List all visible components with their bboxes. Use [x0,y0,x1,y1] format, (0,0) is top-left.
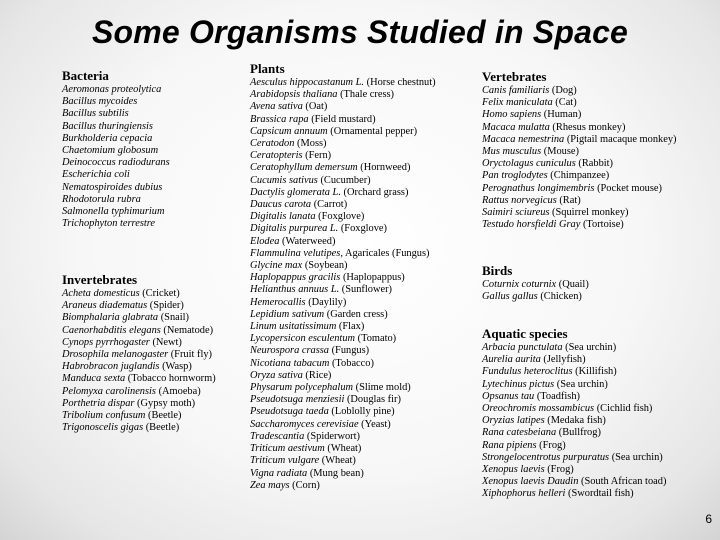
organism-entry [250,321,436,333]
organism-entry [482,279,589,291]
common-name: (Foxglove) [338,223,388,235]
scientific-name: Xiphophorus helleri [482,488,566,500]
common-name: (Wheat) [319,455,356,467]
plants-list [250,77,436,492]
organism-entry [482,134,677,146]
organism-entry [250,370,436,382]
scientific-name: Elodea [250,235,280,247]
scientific-name: Nematospiroides dubius [62,181,163,193]
common-name: (Field mustard) [308,113,376,125]
common-name: (Newt) [149,336,182,348]
common-name: (Tobacco hornworm) [125,373,216,385]
organism-entry [62,373,216,385]
organism-entry [250,187,436,199]
organism-entry [250,138,436,150]
organism-entry [62,182,170,194]
organism-entry [62,312,216,324]
scientific-name: Pan troglodytes [482,170,548,182]
organism-entry [250,199,436,211]
scientific-name: Trichophyton terrestre [62,218,156,230]
common-name: (South African toad) [578,476,667,488]
scientific-name: Oryctolagus cuniculus [482,158,576,170]
scientific-name: Pseudotsuga menziesii [250,394,345,406]
common-name: (Swordtail fish) [565,488,634,500]
common-name: (Fruit fly) [168,349,212,361]
plants-section [250,62,436,492]
organism-entry [62,361,216,373]
common-name: (Loblolly pine) [328,406,395,418]
common-name: (Chimpanzee) [547,170,610,182]
common-name: (Orchard grass) [340,186,409,198]
scientific-name: Araneus diadematus [62,300,148,312]
common-name: (Rice) [302,369,332,381]
scientific-name: Oreochromis mossambicus [482,403,595,415]
scientific-name: Macaca nemestrina [482,133,565,145]
birds-section [482,264,589,303]
vertebrates-section [482,70,677,231]
scientific-name: Opsanus tau [482,390,535,402]
organism-entry [250,406,436,418]
scientific-name: Porthetria dispar [62,397,135,409]
common-name: (Dog) [549,85,577,96]
scientific-name: Acheta domesticus [62,288,140,299]
common-name: (Nematode) [160,324,214,336]
scientific-name: Nicotiana tabacum [250,357,330,369]
scientific-name: Oryza sativa [250,369,303,381]
common-name: (Pigtail macaque monkey) [564,133,677,145]
common-name: (Cricket) [139,288,180,299]
scientific-name: Perognathus longimembris [482,182,595,194]
common-name: (Corn) [289,479,320,491]
scientific-name: Habrobracon juglandis [62,361,160,373]
organism-entry [62,133,170,145]
organism-entry [250,297,436,309]
organism-entry [482,342,666,354]
scientific-name: Rana catesbeiana [482,427,557,439]
common-name: (Rabbit) [575,158,614,170]
common-name: (Squirrel monkey) [549,207,629,219]
common-name: (Wheat) [324,443,362,455]
organism-entry [62,157,170,169]
common-name: (Hornweed) [357,162,411,174]
common-name: (Thale cress) [337,89,395,101]
scientific-name: Linum usitatissimum [250,321,337,333]
common-name: (Cat) [552,97,577,109]
organism-entry [482,219,677,231]
common-name: (Daylily) [305,296,347,308]
scientific-name: Arbacia punctulata [482,342,563,353]
birds-list [482,279,589,303]
scientific-name: Gallus gallus [482,291,538,303]
common-name: (Sea urchin) [562,342,617,353]
organism-entry [250,248,436,260]
scientific-name: Drosophila melanogaster [62,349,169,361]
organism-entry [62,422,216,434]
scientific-name: Daucus carota [250,199,312,211]
scientific-name: Pseudotsuga taeda [250,406,329,418]
organism-entry [250,101,436,113]
organism-entry [250,162,436,174]
scientific-name: Oryzias latipes [482,415,545,427]
common-name: (Rhesus monkey) [549,121,626,133]
organism-entry [250,150,436,162]
common-name: (Yeast) [358,418,391,430]
common-name: (Chicken) [537,291,582,303]
common-name: (Fungus) [329,345,370,357]
scientific-name: Capsicum annuum [250,125,328,137]
organism-entry [250,89,436,101]
common-name: (Tortoise) [580,219,624,231]
plants-heading: Plants [250,61,285,76]
common-name: (Beetle) [143,422,180,434]
scientific-name: Xenopus laevis Daudin [482,476,579,488]
organism-entry [250,443,436,455]
bacteria-section [62,69,170,230]
scientific-name: Tribolium confusum [62,410,146,422]
common-name: (Toadfish) [534,390,580,402]
common-name: (Horse chestnut) [364,77,436,88]
organism-entry [482,452,666,464]
scientific-name: Physarum polycephalum [250,382,354,394]
scientific-name: Chaetomium globosum [62,145,159,157]
scientific-name: Burkholderia cepacia [62,132,153,144]
common-name: (Tomato) [355,333,397,345]
common-name: (Spider) [147,300,184,312]
scientific-name: Cucumis sativus [250,174,318,186]
organism-entry [62,398,216,410]
common-name: (Oat) [302,101,328,113]
organism-entry [250,126,436,138]
scientific-name: Tradescantia [250,430,305,442]
scientific-name: Zea mays [250,479,290,491]
organism-entry [62,218,170,230]
common-name: (Mouse) [541,146,579,158]
organism-entry [250,284,436,296]
organism-entry [482,146,677,158]
organism-entry [482,379,666,391]
scientific-name: Triticum vulgare [250,455,320,467]
organism-entry [250,333,436,345]
scientific-name: Escherichia coli [62,169,130,181]
organism-entry [482,366,666,378]
organism-entry [250,114,436,126]
scientific-name: Glycine max [250,260,303,272]
scientific-name: Mus musculus [482,146,542,158]
common-name: (Pocket mouse) [594,182,662,194]
aquatic-list [482,342,666,501]
organism-entry [62,410,216,422]
scientific-name: Rhodotorula rubra [62,193,141,205]
organism-entry [250,236,436,248]
common-name: (Sea urchin) [554,378,608,390]
organism-entry [250,223,436,235]
organism-entry [250,431,436,443]
organism-entry [482,464,666,476]
organism-entry [250,175,436,187]
common-name: (Sea urchin) [609,451,663,463]
scientific-name: Triticum aestivum [250,443,325,455]
scientific-name: Cynops pyrrhogaster [62,336,150,348]
common-name: (Carrot) [311,199,348,211]
organism-entry [482,476,666,488]
scientific-name: Arabidopsis thaliana [250,89,338,101]
organism-entry [482,122,677,134]
common-name: (Frog) [536,439,566,451]
common-name: (Quail) [556,279,589,290]
organism-entry [482,415,666,427]
organism-entry [62,386,216,398]
common-name: Agaricales (Fungus) [342,247,430,259]
scientific-name: Hemerocallis [250,296,306,308]
scientific-name: Deinococcus radiodurans [62,157,170,169]
common-name: (Spiderwort) [304,430,360,442]
common-name: (Frog) [544,464,574,476]
organism-entry [482,488,666,500]
scientific-name: Lepidium sativum [250,308,325,320]
common-name: (Foxglove) [315,211,365,223]
organism-entry [250,77,436,89]
common-name: (Killifish) [572,366,617,378]
common-name: (Sunflower) [339,284,393,296]
scientific-name: Biomphalaria glabrata [62,312,159,324]
common-name: (Beetle) [145,410,182,422]
organism-entry [62,337,216,349]
organism-entry [250,260,436,272]
scientific-name: Fundulus heteroclitus [482,366,573,378]
scientific-name: Dactylis glomerata L. [250,186,341,198]
organism-entry [482,170,677,182]
organism-entry [62,194,170,206]
scientific-name: Aurelia aurita [482,354,541,366]
scientific-name: Felix maniculata [482,97,553,109]
organism-entry [62,108,170,120]
organism-entry [250,419,436,431]
organism-entry [62,325,216,337]
scientific-name: Ceratophyllum demersum [250,162,358,174]
scientific-name: Saccharomyces cerevisiae [250,418,359,430]
scientific-name: Lytechinus pictus [482,378,555,390]
organism-entry [250,345,436,357]
vertebrates-heading: Vertebrates [482,69,547,84]
scientific-name: Digitalis purpurea L. [250,223,339,235]
organism-entry [482,440,666,452]
invertebrates-section [62,273,216,434]
scientific-name: Homo sapiens [482,109,542,121]
scientific-name: Rattus norvegicus [482,194,557,206]
scientific-name: Manduca sexta [62,373,126,385]
organism-entry [62,300,216,312]
organism-entry [482,158,677,170]
scientific-name: Macaca mulatta [482,121,550,133]
organism-entry [482,97,677,109]
aquatic-heading: Aquatic species [482,326,568,341]
common-name: (Amoeba) [155,385,201,397]
birds-heading: Birds [482,263,513,278]
common-name: (Waterweed) [279,235,336,247]
scientific-name: Vigna radiata [250,467,308,479]
scientific-name: Salmonella typhimurium [62,206,165,218]
scientific-name: Trigonoscelis gigas [62,422,144,434]
scientific-name: Bacillus subtilis [62,108,129,120]
organism-entry [62,288,216,300]
bacteria-heading: Bacteria [62,68,109,83]
common-name: (Gypsy moth) [134,397,196,409]
slide-title: Some Organisms Studied in Space [91,14,629,50]
organism-entry [250,382,436,394]
scientific-name: Brassica rapa [250,113,309,125]
scientific-name: Bacillus mycoides [62,96,138,108]
scientific-name: Lycopersicon esculentum [250,333,356,345]
organism-entry [482,391,666,403]
common-name: (Garden cress) [324,308,388,320]
scientific-name: Helianthus annuus L. [250,284,340,296]
organism-entry [250,455,436,467]
scientific-name: Haplopappus gracilis [250,272,341,284]
scientific-name: Coturnix coturnix [482,279,557,290]
common-name: (Mung bean) [307,467,364,479]
common-name: (Bullfrog) [556,427,601,439]
organism-entry [62,96,170,108]
organism-entry [250,309,436,321]
common-name: (Ornamental pepper) [327,125,418,137]
page-number: 6 [705,512,712,526]
scientific-name: Digitalis lanata [250,211,316,223]
common-name: (Cucumber) [317,174,371,186]
common-name: (Cichlid fish) [594,403,653,415]
common-name: (Human) [541,109,582,121]
scientific-name: Neurospora crassa [250,345,329,357]
organism-entry [482,109,677,121]
organism-entry [62,349,216,361]
common-name: (Flax) [336,321,365,333]
common-name: (Slime mold) [353,382,411,394]
scientific-name: Rana pipiens [482,439,537,451]
organism-entry [482,207,677,219]
organism-entry [482,195,677,207]
scientific-name: Bacillus thuringiensis [62,120,153,132]
common-name: (Jellyfish) [540,354,586,366]
common-name: (Tobacco) [329,357,374,369]
organism-entry [482,427,666,439]
common-name: (Wasp) [159,361,192,373]
invertebrates-heading: Invertebrates [62,272,138,287]
organism-entry [250,480,436,492]
organism-entry [250,272,436,284]
organism-entry [250,394,436,406]
scientific-name: Caenorhabditis elegans [62,324,161,336]
common-name: (Medaka fish) [544,415,606,427]
aquatic-section [482,327,666,501]
scientific-name: Aeromonas proteolytica [62,84,162,95]
scientific-name: Pelomyxa carolinensis [62,385,156,397]
common-name: (Douglas fir) [344,394,401,406]
organism-entry [250,211,436,223]
common-name: (Moss) [294,138,327,150]
bacteria-list [62,84,170,230]
scientific-name: Aesculus hippocastanum L. [250,77,365,88]
organism-entry [62,121,170,133]
scientific-name: Flammulina velutipes, [250,247,343,259]
organism-entry [250,358,436,370]
scientific-name: Testudo horsfieldi Gray [482,219,581,231]
common-name: (Snail) [158,312,190,324]
scientific-name: Avena sativa [250,101,303,113]
organism-entry [482,403,666,415]
organism-entry [482,354,666,366]
organism-entry [62,145,170,157]
organism-entry [62,84,170,96]
organism-entry [482,85,677,97]
scientific-name: Ceratodon [250,138,295,150]
organism-entry [482,291,589,303]
common-name: (Soybean) [302,260,348,272]
organism-entry [62,169,170,181]
invertebrates-list [62,288,216,434]
organism-entry [62,206,170,218]
common-name: (Rat) [556,194,581,206]
scientific-name: Ceratopteris [250,150,303,162]
scientific-name: Saimiri sciureus [482,207,550,219]
scientific-name: Canis familiaris [482,85,550,96]
common-name: (Fern) [302,150,332,162]
organism-entry [482,183,677,195]
organism-entry [250,468,436,480]
scientific-name: Xenopus laevis [482,464,545,476]
scientific-name: Strongelocentrotus purpuratus [482,451,610,463]
common-name: (Haplopappus) [340,272,405,284]
vertebrates-list [482,85,677,231]
